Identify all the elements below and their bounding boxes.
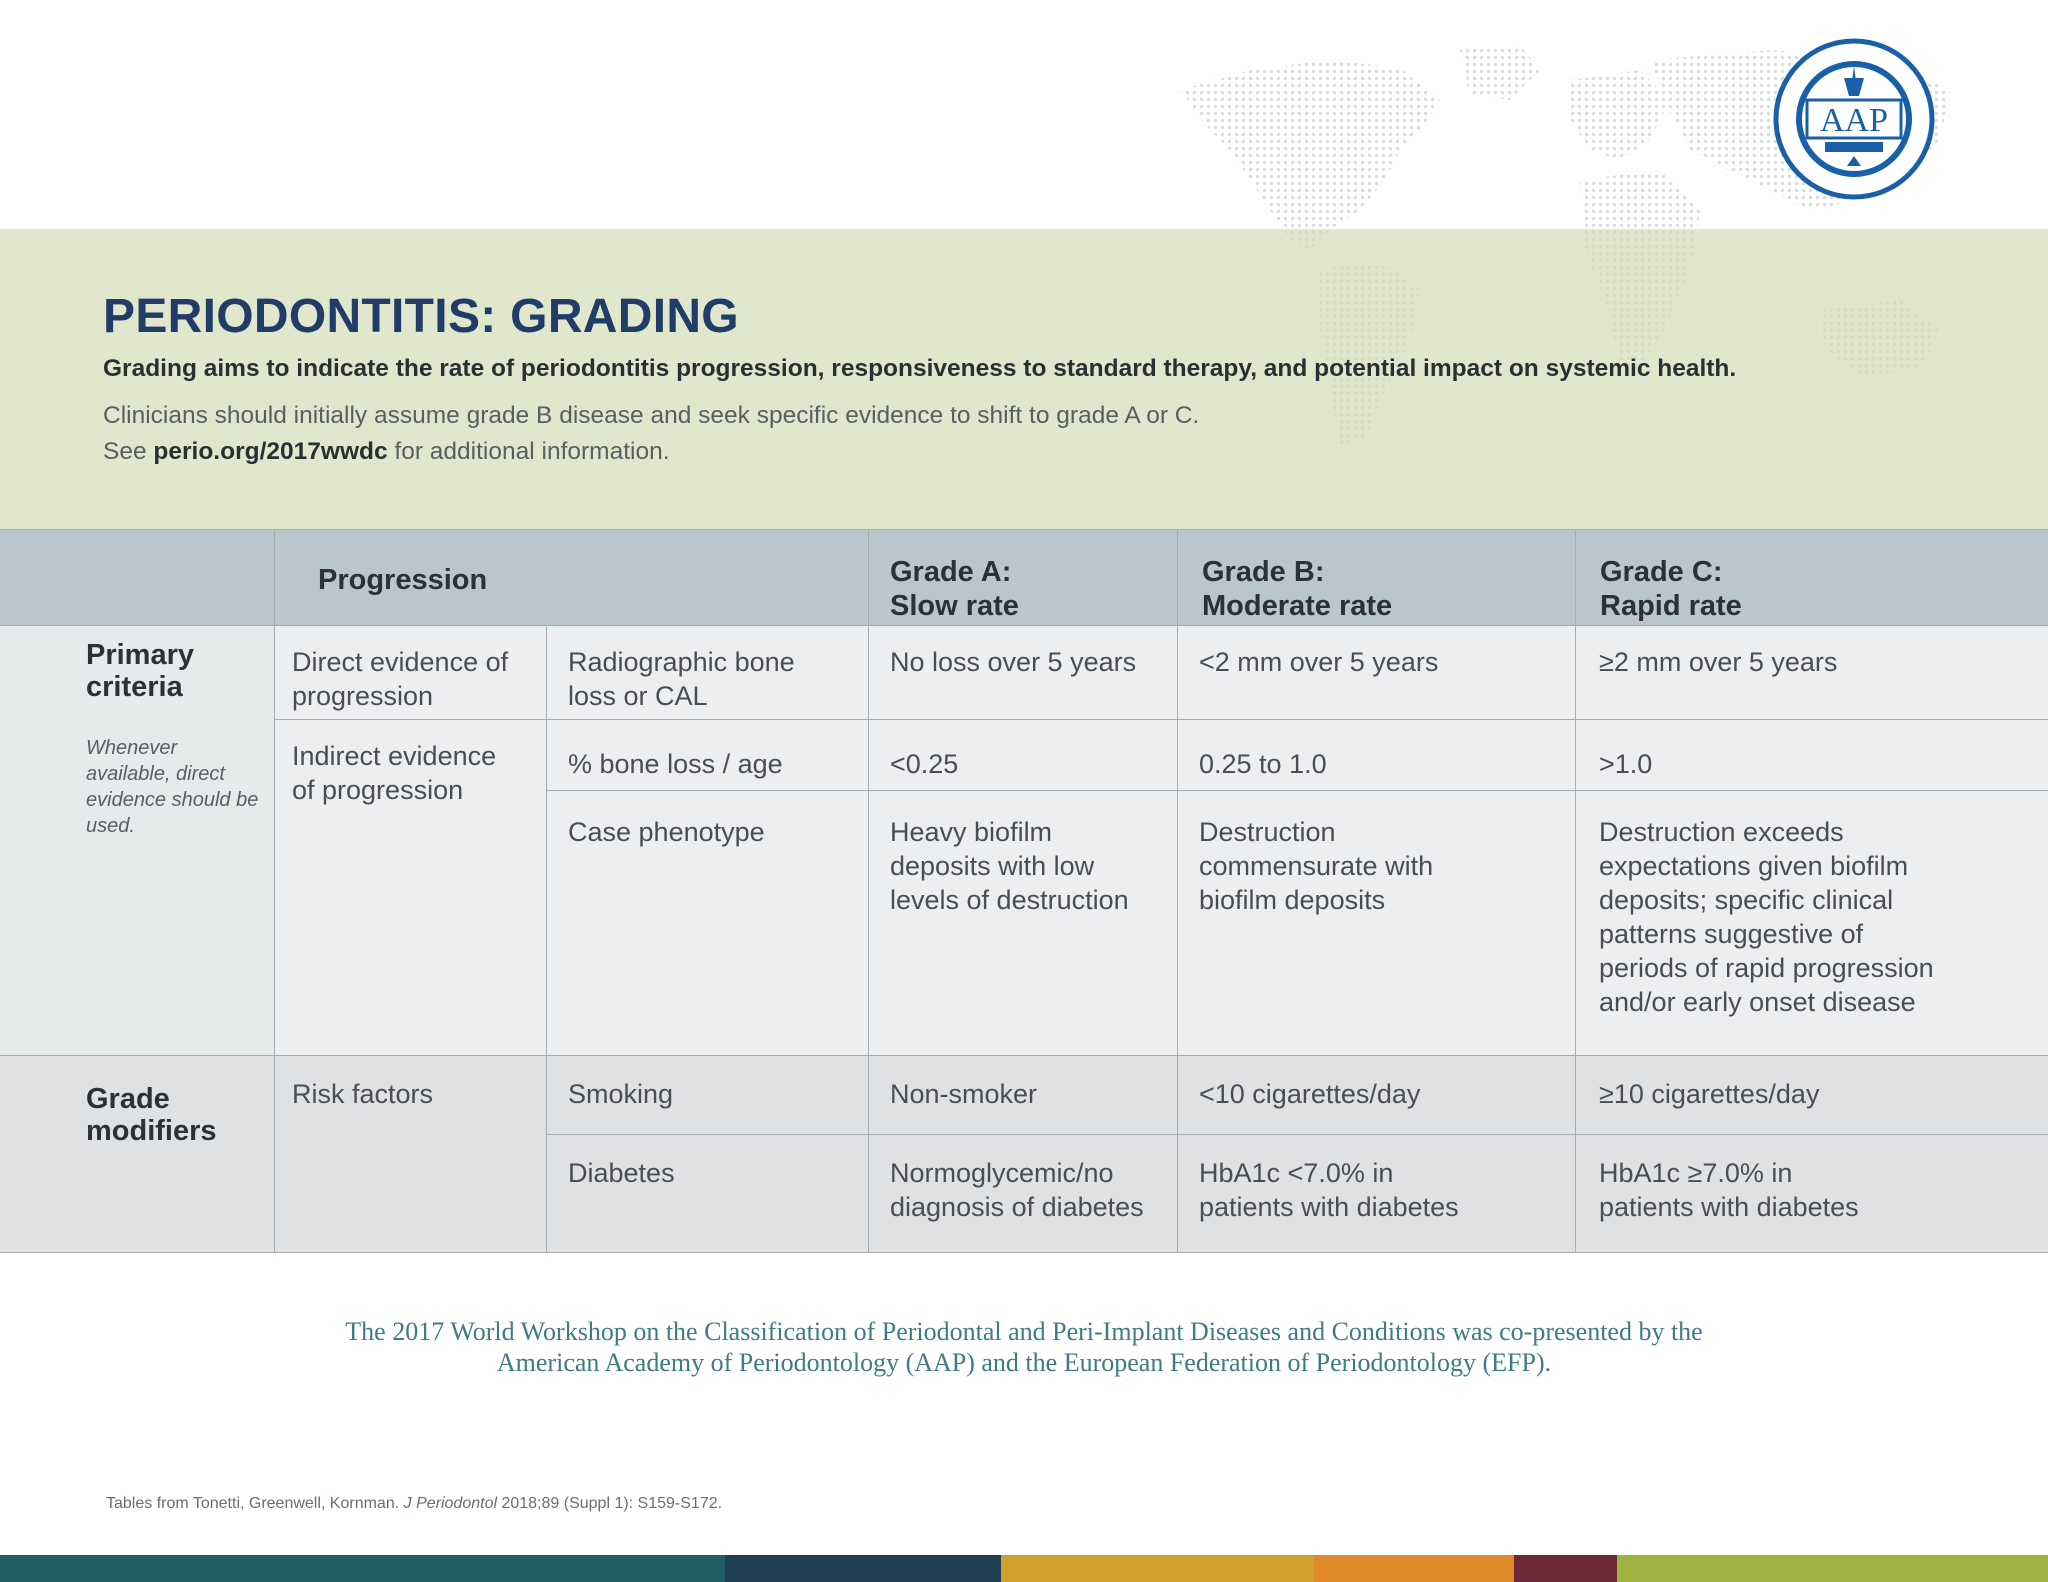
boneloss-grade-c: >1.0 <box>1599 749 1653 779</box>
smoking-grade-b: <10 cigarettes/day <box>1199 1079 1421 1109</box>
stripe-gold <box>1001 1555 1314 1582</box>
diabetes-label: Diabetes <box>568 1158 675 1188</box>
citation-suffix: 2018;89 (Suppl 1): S159-S172. <box>497 1495 723 1512</box>
phenotype-grade-b: Destruction commensurate with biofilm deposits <box>1199 817 1434 915</box>
grade-modifiers-line1: Grade <box>86 1083 170 1115</box>
header-grade-c-line1: Grade C: <box>1600 556 1723 588</box>
smoking-grade-a: Non-smoker <box>890 1079 1038 1109</box>
primary-criteria-line2: criteria <box>86 671 183 703</box>
radiographic-label: Radiographic bone loss or CAL <box>568 647 795 711</box>
radiographic-grade-c: ≥2 mm over 5 years <box>1599 647 1838 677</box>
smoking-grade-c: ≥10 cigarettes/day <box>1599 1079 1820 1109</box>
citation-journal: J Periodontol <box>403 1495 498 1512</box>
boneloss-label: % bone loss / age <box>568 749 783 779</box>
intro-note-suffix: for additional information. <box>387 438 670 465</box>
indirect-evidence-label: Indirect evidence of progression <box>292 741 497 805</box>
header-grade-b-line2: Moderate rate <box>1202 590 1393 622</box>
header-grade-b <box>1180 541 1575 623</box>
radiographic-grade-b: <2 mm over 5 years <box>1199 647 1439 677</box>
primary-criteria-note: Whenever available, direct evidence should be used. <box>86 737 259 837</box>
citation-prefix: Tables from Tonetti, Greenwell, Kornman. <box>106 1495 404 1512</box>
intro-note-line1: Clinicians should initially assume grade B disease and seek specific evidence to shift to grade A or C. <box>103 402 1200 429</box>
page-title: PERIODONTITIS: GRADING <box>103 290 739 343</box>
aap-seal-icon <box>1773 38 1935 200</box>
phenotype-label: Case phenotype <box>568 817 765 847</box>
workshop-note-line1: The 2017 World Workshop on the Classification of Periodontal and Peri-Implant Diseases and Conditions was co-presented by the <box>345 1317 1703 1346</box>
phenotype-grade-c: Destruction exceeds expectations given biofilm deposits; specific clinical patterns suggestive of periods of rapid progression and/or early onset disease <box>1599 817 1934 1017</box>
diabetes-grade-b: HbA1c <7.0% in patients with diabetes <box>1199 1158 1459 1222</box>
boneloss-grade-b: 0.25 to 1.0 <box>1199 749 1327 779</box>
perio-link[interactable]: perio.org/2017wwdc <box>153 438 388 465</box>
primary-criteria-line1: Primary <box>86 639 195 671</box>
radiographic-grade-a: No loss over 5 years <box>890 647 1137 677</box>
header-grade-b-line1: Grade B: <box>1202 556 1325 588</box>
intro-note-prefix: See <box>103 438 154 465</box>
stripe-maroon <box>1514 1555 1617 1582</box>
stripe-navy <box>725 1555 1001 1582</box>
header-grade-a <box>868 541 1176 623</box>
intro-note <box>103 398 1199 470</box>
primary-criteria-label <box>86 639 266 703</box>
boneloss-grade-a: <0.25 <box>890 749 959 779</box>
phenotype-grade-a: Heavy biofilm deposits with low levels of destruction <box>890 817 1129 915</box>
risk-factors-label: Risk factors <box>292 1079 434 1109</box>
grade-modifiers-label <box>86 1083 266 1147</box>
header-grade-c-line2: Rapid rate <box>1600 590 1742 622</box>
diabetes-grade-c: HbA1c ≥7.0% in patients with diabetes <box>1599 1158 1859 1222</box>
workshop-note <box>0 1316 2048 1378</box>
workshop-note-line2: American Academy of Periodontology (AAP) and the European Federation of Periodontology (EFP). <box>496 1348 1552 1377</box>
direct-evidence-label: Direct evidence of progression <box>292 647 509 711</box>
stripe-orange <box>1314 1555 1514 1582</box>
stripe-green <box>1617 1555 2048 1582</box>
logo-text: AAP <box>1819 102 1889 139</box>
smoking-label: Smoking <box>568 1079 674 1109</box>
header-grade-a-line1: Grade A: <box>890 556 1012 588</box>
diabetes-grade-a: Normoglycemic/no diagnosis of diabetes <box>890 1158 1144 1222</box>
header-grade-c <box>1578 541 2048 623</box>
page-subtitle: Grading aims to indicate the rate of periodontitis progression, responsiveness to standard therapy, and potential impact on systemic health. <box>103 355 1737 382</box>
citation <box>106 1495 722 1513</box>
header-grade-a-line2: Slow rate <box>890 590 1019 622</box>
grading-table <box>0 529 2048 1253</box>
header-progression: Progression <box>318 564 488 596</box>
grade-modifiers-line2: modifiers <box>86 1115 217 1147</box>
stripe-teal <box>0 1555 725 1582</box>
